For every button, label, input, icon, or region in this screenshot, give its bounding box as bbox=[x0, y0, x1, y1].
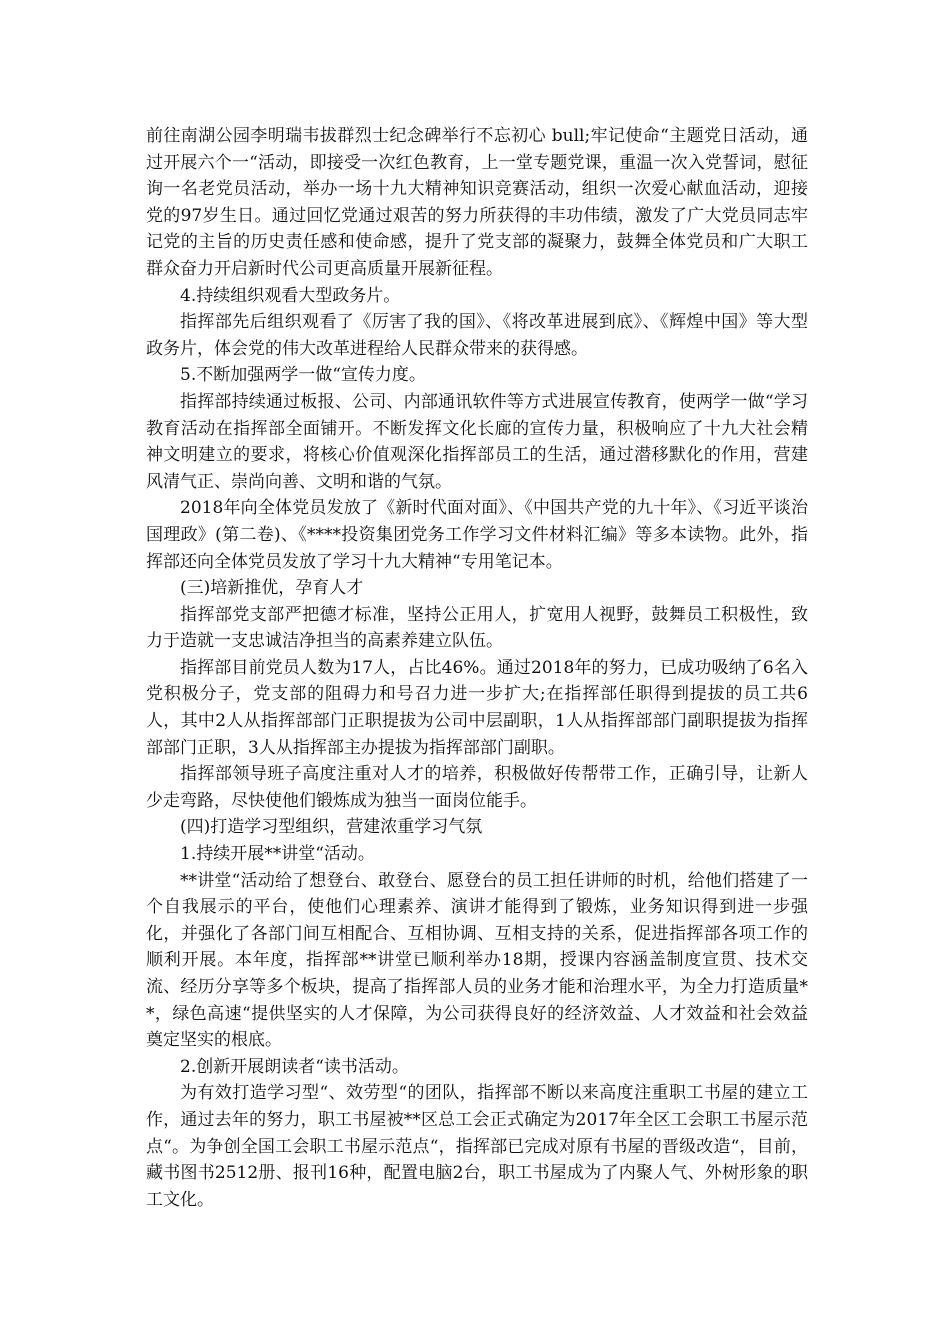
paragraph: 指挥部目前党员人数为17人，占比46%。通过2018年的努力，已成功吸纳了6名入党积极分子，党支部的阻碍力和号召力进一步扩大;在指挥部任职得到提拔的员工共6人，其中2人从指挥部部门正职提拔为公司中层副职，1人从指挥部部门副职提拔为指挥部部门正职，3人从指挥部主办提拔为指挥部部门副职。 bbox=[146, 657, 808, 758]
paragraph: 前往南湖公园李明瑞韦拔群烈士纪念碑举行不忘初心 bull;牢记使命“主题党日活动，通过开展六个一“活动，即接受一次红色教育，上一堂专题党课，重温一次入党誓词，慰征询一名老党员活动，举办一场十九大精神知识竞赛活动，组织一次爱心献血活动，迎接党的97岁生日。通过回忆党通过艰苦的努力所获得的丰功伟绩，激发了广大党员同志牢记党的主旨的历史责任感和使命感，提升了党支部的凝聚力，鼓舞全体党员和广大职工群众奋力开启新时代公司更高质量开展新征程。 bbox=[146, 126, 808, 279]
paragraph: (四)打造学习型组织，营建浓重学习气氛 bbox=[180, 817, 483, 838]
paragraph: 指挥部先后组织观看了《厉害了我的国》、《将改革进展到底》、《辉煌中国》等大型政务片，体会党的伟大改革进程给人民群众带来的获得感。 bbox=[146, 312, 808, 359]
paragraph: 指挥部持续通过板报、公司、内部通讯软件等方式进展宣传教育，使两学一做“学习教育活动在指挥部全面铺开。不断发挥文化长廊的宣传力量，积极响应了十九大社会精神文明建立的要求，将核心价值观深化指挥部员工的生活，通过潜移默化的作用，营建风清气正、崇尚向善、文明和谐的气氛。 bbox=[146, 391, 808, 492]
paragraph: 指挥部党支部严把德才标准，坚持公正用人，扩宽用人视野，鼓舞员工积极性，致力于造就一支忠诚洁净担当的高素养建立队伍。 bbox=[146, 604, 808, 652]
paragraph: 2.创新开展朗读者“读书活动。 bbox=[180, 1056, 409, 1077]
document-body bbox=[146, 123, 808, 1213]
paragraph: 2018年向全体党员发放了《新时代面对面》、《中国共产党的九十年》、《习近平谈治国理政》(第二卷)、《****投资集团党务工作学习文件材料汇编》等多本读物。此外，指挥部还向全体党员发放了学习十九大精神“专用笔记本。 bbox=[146, 498, 808, 572]
paragraph: 指挥部领导班子高度注重对人才的培养，积极做好传帮带工作，正确引导，让新人少走弯路，尽快使他们锻炼成为独当一面岗位能手。 bbox=[146, 764, 808, 811]
paragraph: 1.持续开展**讲堂“活动。 bbox=[180, 844, 375, 865]
paragraph: 为有效打造学习型“、效劳型“的团队，指挥部不断以来高度注重职工书屋的建立工作，通过去年的努力，职工书屋被**区总工会正式确定为2017年全区工会职工书屋示范点“。为争创全国工会职工书屋示范点“，指挥部已完成对原有书屋的晋级改造“，目前，藏书图书2512册、报刊16种，配置电脑2台，职工书屋成为了内聚人气、外树形象的职工文化。 bbox=[146, 1083, 808, 1210]
paragraph: (三)培新推优，孕育人才 bbox=[180, 578, 364, 599]
paragraph: **讲堂“活动给了想登台、敢登台、愿登台的员工担任讲师的时机，给他们搭建了一个自我展示的平台，使他们心理素养、演讲才能得到了锻炼，业务知识得到进一步强化，并强化了各部门间互相配合、互相协调、互相支持的关系，促进指挥部各项工作的顺利开展。本年度，指挥部**讲堂已顺利举办18期，授课内容涵盖制度宣贯、技术交流、经历分享等多个板块，提高了指挥部人员的业务才能和治理水平，为全力打造质量**，绿色高速“提供坚实的人才保障，为公司获得良好的经济效益、人才效益和社会效益奠定坚实的根底。 bbox=[146, 870, 808, 1051]
paragraph: 4.持续组织观看大型政务片。 bbox=[180, 285, 401, 306]
paragraph: 5.不断加强两学一做“宣传力度。 bbox=[180, 365, 426, 386]
